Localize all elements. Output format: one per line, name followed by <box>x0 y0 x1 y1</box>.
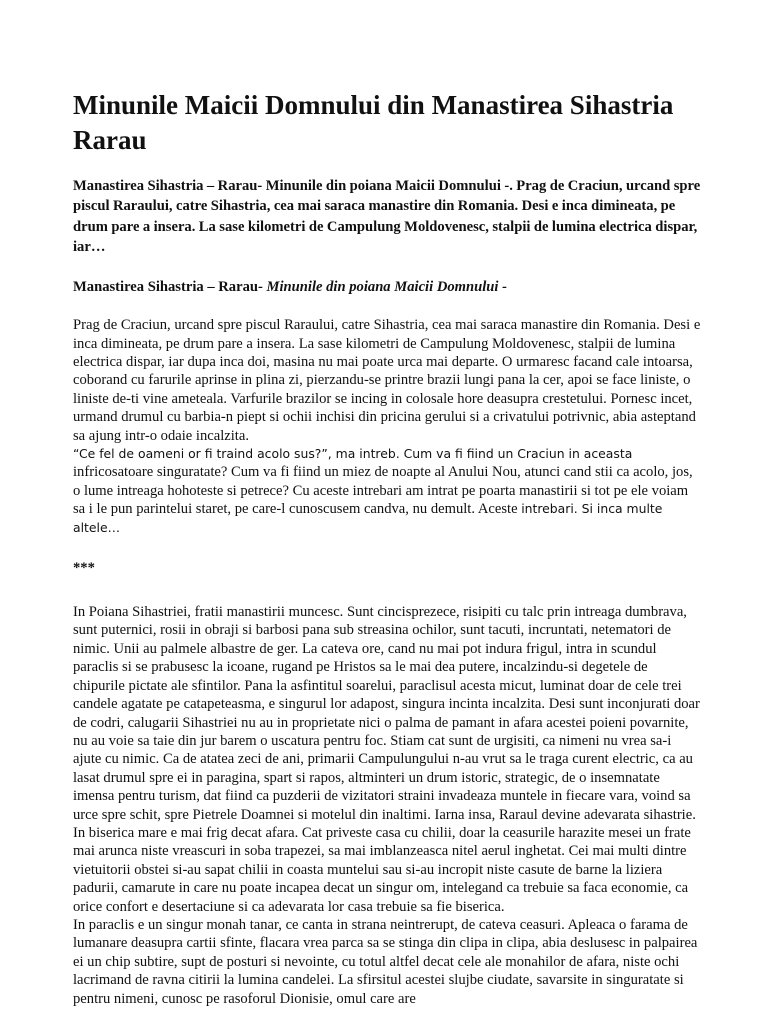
subhead-bold-text: Manastirea Sihastria – Rarau- <box>73 279 263 296</box>
paragraph-1-main: Prag de Craciun, urcand spre piscul Raraului, catre Sihastria, cea mai saraca manastire din Romania. Desi e inca dimineata, pe drum pare a insera. La sase kilometri de Campulung Moldovenesc, stalpii de lumina electrica dispar, iar dupa inca doi, masina nu mai poate urca mai departe. O urmaresc facand cale intoarsa, coborand cu farurile aprinse in plina zi, pierzandu-se printre brazii lungi pana la cer, apoi se face liniste, o liniste de-ti vine ameteala. Varfurile brazilor se incing in colosale hore deasupra crestetului. Pornesc incet, urmand drumul cu barbia-n piept si ochii inchisi din pricina gerului si a crivatului potrivnic, abia asteptand sa ajung intr-o odaie incalzita. <box>73 317 701 444</box>
paragraph-3: In biserica mare e mai frig decat afara. Cat priveste casa cu chilii, doar la ceasurile harazite mesei un frate mai arunca niste vreascuri in soba trapezei, sa mai imblanzeasca nitel aerul inghetat. Cei mai multi dintre vietuitorii obstei si-au sapat chilii in coasta muntelui sau si-au incropit niste casute de barne la liziera padurii, camarute in care nu poate incapea decat un singur om, intelegand ca trebuie sa faca economie, ca orice confort e desertaciune si ca adevarata lor casa trebuie sa fie biserica. <box>73 824 691 915</box>
section-separator: *** <box>73 560 95 577</box>
paragraph-1-tail: intrebari. Si inca multe altele… <box>73 501 663 535</box>
article-summary: Manastirea Sihastria – Rarau- Minunile din poiana Maicii Domnului -. Prag de Craciun, urcand spre piscul Raraului, catre Sihastria, cea mai saraca manastire din Romania. Desi e inca dimineata, pe drum pare a insera. La sase kilometri de Campulung Moldovenesc, stalpii de lumina electrica dispar, iar… <box>73 178 701 255</box>
paragraph-2: In Poiana Sihastriei, fratii manastirii muncesc. Sunt cincisprezece, risipiti cu talc prin intreaga dumbrava, sunt puternici, rosii in obraji si barbosi pana sub streasina ochilor, sunt tacuti, incruntati, netematori de nimic. Unii au palmele albastre de ger. La cateva ore, cand nu mai pot indura frigul, intra in scundul paraclis si se prabusesc la icoane, rugand pe Hristos sa le mai dea putere, incalzindu-si degetele de chipurile pictate ale sfintilor. Pana la asfintitul soarelui, paraclisul acesta micut, luminat doar de cele trei candele agatate pe catapeteasma, e singurul lor adapost, singura incinta incalzita. Desi sunt inconjurati doar de codri, calugarii Sihastriei nu au in proprietate nici o palma de pamant in afara acestei poieni povarnite, nu au voie sa taie din jur barem o uscatura pentru foc. Stiam cat sunt de urgisiti, ca nimeni nu vrea sa-i ajute cu nimic. Ca de atatea zeci de ani, primarii Campulungului n-au vrut sa le traga curent electric, ca au lasat drumul spre ei in paragina, spart si rapos, altminteri un drum istoric, strategic, de o insemnatate imensa pentru turism, dat fiind ca puzderii de vizitatori straini invadeaza muntele in fiecare vara, voind sa urce spre schit, spre Pietrele Doamnei si motelul din inaltimi. Iarna insa, Raraul devine adevarata sihastrie. <box>73 604 700 823</box>
document-page <box>73 88 703 1008</box>
paragraph-4: In paraclis e un singur monah tanar, ce canta in strana neintrerupt, de cateva ceasuri. Apleaca o farama de lumanare deasupra cartii sfinte, flacara vrea parca sa se stinga din clipa in clipa, abia deslusesc in palpairea ei un chip subtire, supt de posturi si nevointe, cu totul altfel decat cele ale monahilor de afara, niste ochi lacrimand de ravna citirii la lumina candelei. La sfirsitul acestei slujbe ciudate, savarsite in singuratate si pentru nimeni, cunosc pe rasoforul Dionisie, omul care are <box>73 916 698 1007</box>
subhead-italic-text: Minunile din poiana Maicii Domnului - <box>266 279 507 296</box>
paragraph-1 <box>73 316 703 537</box>
article-title: Minunile Maicii Domnului din Manastirea Sihastria Rarau <box>73 90 674 155</box>
article-subhead <box>73 277 703 297</box>
paragraph-1-rest: infricosatoare singuratate? Cum va fi fiind un miez de noapte al Anului Nou, atunci cand stii ca acolo, jos, o lume intreaga hohoteste si petrece? Cu aceste intrebari am intrat pe poarta manastirii si tot pe ele voiam sa i le pun parintelui staret, pe care-l cunoscusem candva, nu demult. Aceste <box>73 464 693 518</box>
paragraph-1-quote: “Ce fel de oameni or fi traind acolo sus?”, ma intreb. Cum va fi fiind un Craciun in aceasta <box>73 446 633 462</box>
